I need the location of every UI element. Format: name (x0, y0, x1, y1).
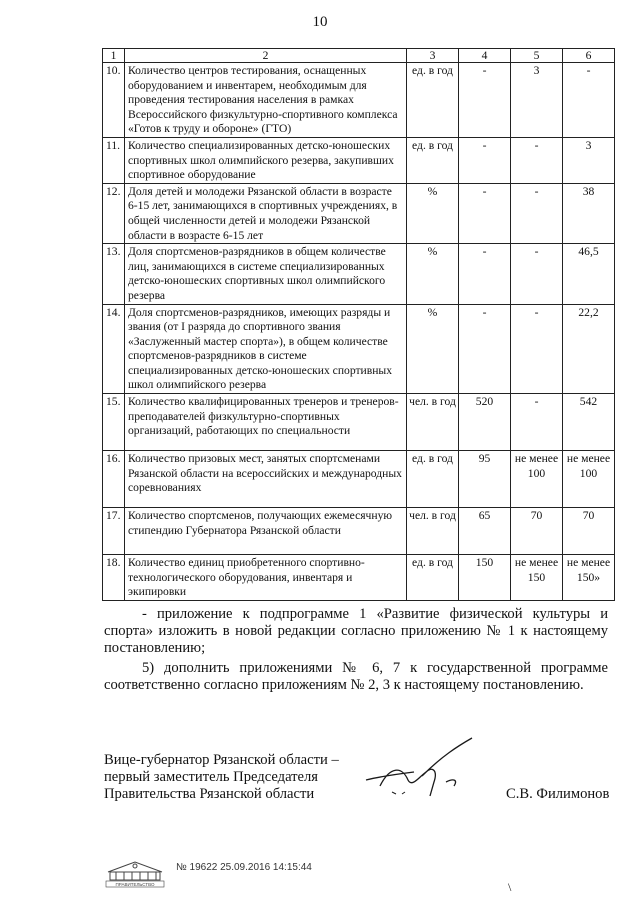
unit-cell: ед. в год (407, 555, 459, 601)
signatory-name: С.В. Филимонов (506, 786, 610, 802)
table-row (103, 508, 615, 555)
value-col6-cell: не менее 100 (563, 451, 615, 508)
row-number-cell: 16. (103, 451, 125, 508)
document-registration-info: № 19622 25.09.2016 14:15:44 (176, 862, 312, 873)
table-row (103, 63, 615, 138)
table-row (103, 244, 615, 304)
handwritten-signature (362, 736, 482, 806)
value-col4-cell: 520 (459, 394, 511, 451)
value-col5-cell: 3 (511, 63, 563, 138)
indicator-name-cell: Доля спортсменов-разрядников в общем количестве лиц, занимающихся в системе специализированных детско-юношеских спортивных школ олимпийского резерва (125, 244, 407, 304)
indicator-name-cell: Количество специализированных детско-юношеских спортивных школ олимпийского резерва, закупивших спортивное оборудование (125, 137, 407, 183)
indicator-name-cell: Доля детей и молодежи Рязанской области в возрасте 6-15 лет, занимающихся в спортивных учреждениях, в общей численности детей и молодежи Рязанской области в возрасте 6-15 лет (125, 183, 407, 243)
row-number-cell: 13. (103, 244, 125, 304)
signatory-title-line: Правительства Рязанской области (104, 786, 315, 802)
signatory-title (104, 752, 339, 803)
table-row (103, 451, 615, 508)
value-col4-cell: 150 (459, 555, 511, 601)
government-building-stamp (102, 858, 168, 888)
table-header-cell: 4 (459, 49, 511, 63)
table-header-cell: 6 (563, 49, 615, 63)
value-col6-cell: 46,5 (563, 244, 615, 304)
paragraph-appendix-6-7: 5) дополнить приложениями № 6, 7 к государственной программе соответственно согласно приложениям № 2, 3 к настоящему постановлению. (104, 660, 608, 693)
signatory-title-line: Вице-губернатор Рязанской области – (104, 752, 339, 768)
value-col4-cell: 95 (459, 451, 511, 508)
table-row (103, 183, 615, 243)
value-col5-cell: - (511, 244, 563, 304)
value-col5-cell: - (511, 394, 563, 451)
table-header-cell: 2 (125, 49, 407, 63)
corner-mark: \ (508, 880, 512, 894)
unit-cell: ед. в год (407, 451, 459, 508)
value-col4-cell: - (459, 63, 511, 138)
value-col5-cell: 70 (511, 508, 563, 555)
value-col6-cell: 70 (563, 508, 615, 555)
row-number-cell: 14. (103, 304, 125, 394)
row-number-cell: 12. (103, 183, 125, 243)
value-col4-cell: - (459, 183, 511, 243)
value-col6-cell: 38 (563, 183, 615, 243)
value-col5-cell: - (511, 304, 563, 394)
value-col6-cell: 22,2 (563, 304, 615, 394)
value-col4-cell: 65 (459, 508, 511, 555)
value-col5-cell: - (511, 137, 563, 183)
page-number: 10 (312, 14, 328, 30)
indicator-name-cell: Доля спортсменов-разрядников, имеющих разряды и звания (от I разряда до спортивного звания «Заслуженный мастер спорта»), в общем количестве спортсменов-разрядников в системе специализированных детско-юношеских спортивных школ олимпийского резерва (125, 304, 407, 394)
unit-cell: ед. в год (407, 137, 459, 183)
table-row (103, 555, 615, 601)
indicator-name-cell: Количество спортсменов, получающих ежемесячную стипендию Губернатора Рязанской области (125, 508, 407, 555)
table-row (103, 137, 615, 183)
paragraph-appendix-1: - приложение к подпрограмме 1 «Развитие физической культуры и спорта» изложить в новой редакции согласно приложению № 1 к настоящему постановлению; (104, 606, 608, 656)
value-col5-cell: не менее 150 (511, 555, 563, 601)
unit-cell: % (407, 304, 459, 394)
value-col4-cell: - (459, 137, 511, 183)
stamp-text: ПРАВИТЕЛЬСТВО (115, 882, 155, 888)
value-col6-cell: 3 (563, 137, 615, 183)
table-header-cell: 3 (407, 49, 459, 63)
row-number-cell: 15. (103, 394, 125, 451)
value-col4-cell: - (459, 244, 511, 304)
unit-cell: ед. в год (407, 63, 459, 138)
value-col5-cell: - (511, 183, 563, 243)
value-col5-cell: не менее 100 (511, 451, 563, 508)
value-col6-cell: 542 (563, 394, 615, 451)
table-header-row (103, 49, 615, 63)
indicators-table (102, 48, 615, 601)
row-number-cell: 18. (103, 555, 125, 601)
indicator-name-cell: Количество квалифицированных тренеров и тренеров-преподавателей физкультурно-спортивных организаций, работающих по специальности (125, 394, 407, 451)
unit-cell: % (407, 244, 459, 304)
value-col6-cell: - (563, 63, 615, 138)
table-row (103, 394, 615, 451)
row-number-cell: 11. (103, 137, 125, 183)
unit-cell: чел. в год (407, 508, 459, 555)
row-number-cell: 10. (103, 63, 125, 138)
indicator-name-cell: Количество призовых мест, занятых спортсменами Рязанской области на всероссийских и международных соревнованиях (125, 451, 407, 508)
signatory-title-line: первый заместитель Председателя (104, 769, 319, 785)
value-col6-cell: не менее 150» (563, 555, 615, 601)
indicator-name-cell: Количество единиц приобретенного спортивно-технологического оборудования, инвентаря и экипировки (125, 555, 407, 601)
indicator-name-cell: Количество центров тестирования, оснащенных оборудованием и инвентарем, необходимым для проведения тестирования населения в рамках Всероссийского физкультурно-спортивного комплекса «Готов к труду и обороне» (ГТО) (125, 63, 407, 138)
unit-cell: % (407, 183, 459, 243)
value-col4-cell: - (459, 304, 511, 394)
table-header-cell: 5 (511, 49, 563, 63)
table-header-cell: 1 (103, 49, 125, 63)
unit-cell: чел. в год (407, 394, 459, 451)
table-row (103, 304, 615, 394)
row-number-cell: 17. (103, 508, 125, 555)
